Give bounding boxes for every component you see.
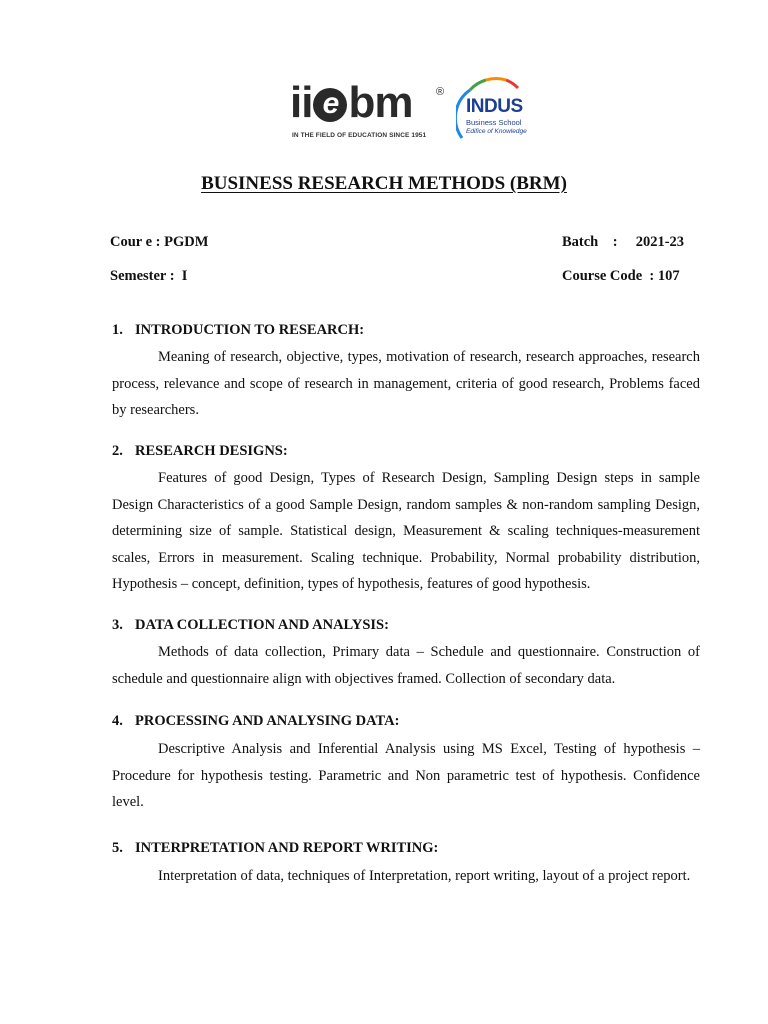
- section-body: Features of good Design, Types of Research Design, Sampling Design steps in sample Design Characteristics of a good Sample Design, random samples & non-random sampling Design, determining size of sample. Statistical design, Measurement & scaling techniques-measurement scales, Errors in measurement. Scaling technique. Probability, Normal probability distribution, Hypothesis – concept, definition, types of hypothesis, features of good hypothesis.: [112, 470, 700, 592]
- indus-motto: Edifice of Knowledge: [466, 128, 527, 135]
- course-code-label: Course Code : 107: [562, 268, 680, 284]
- section-heading: 5. INTERPRETATION AND REPORT WRITING:: [112, 840, 439, 856]
- batch-label: Batch : 2021-23: [562, 234, 685, 250]
- iiebm-logo: [290, 80, 450, 146]
- iiebm-wordmark: ii e bm: [290, 78, 413, 127]
- section-body: Descriptive Analysis and Inferential Analysis using MS Excel, Testing of hypothesis – Procedure for hypothesis testing. Parametric and Non parametric test of hypothesis. Confidence level.: [112, 741, 700, 810]
- indus-subtitle: Business School: [466, 118, 522, 127]
- document-title: BUSINESS RESEARCH METHODS (BRM): [201, 173, 567, 194]
- section-heading: 1. INTRODUCTION TO RESEARCH:: [112, 322, 365, 338]
- semester-label: Semester : I: [110, 268, 188, 284]
- iiebm-tagline: IN THE FIELD OF EDUCATION SINCE 1951: [292, 132, 427, 139]
- section-heading: 3. DATA COLLECTION AND ANALYSIS:: [112, 617, 389, 633]
- logo-header: [0, 72, 768, 152]
- indus-name: INDUS: [466, 96, 523, 117]
- section-body: Interpretation of data, techniques of Interpretation, report writing, layout of a project report.: [158, 868, 691, 884]
- indus-logo: [456, 76, 536, 146]
- section-body: Methods of data collection, Primary data – Schedule and questionnaire. Construction of schedule and questionnaire align with objectives framed. Collection of secondary data.: [112, 644, 700, 687]
- section-heading: 4. PROCESSING AND ANALYSING DATA:: [112, 713, 400, 729]
- section-heading: 2. RESEARCH DESIGNS:: [112, 443, 288, 459]
- course-label: Cour e : PGDM: [110, 234, 209, 250]
- registered-mark: ®: [436, 86, 445, 98]
- section-body: Meaning of research, objective, types, motivation of research, research approaches, research process, relevance and scope of research in management, criteria of good research, Problems faced by researchers.: [112, 349, 700, 418]
